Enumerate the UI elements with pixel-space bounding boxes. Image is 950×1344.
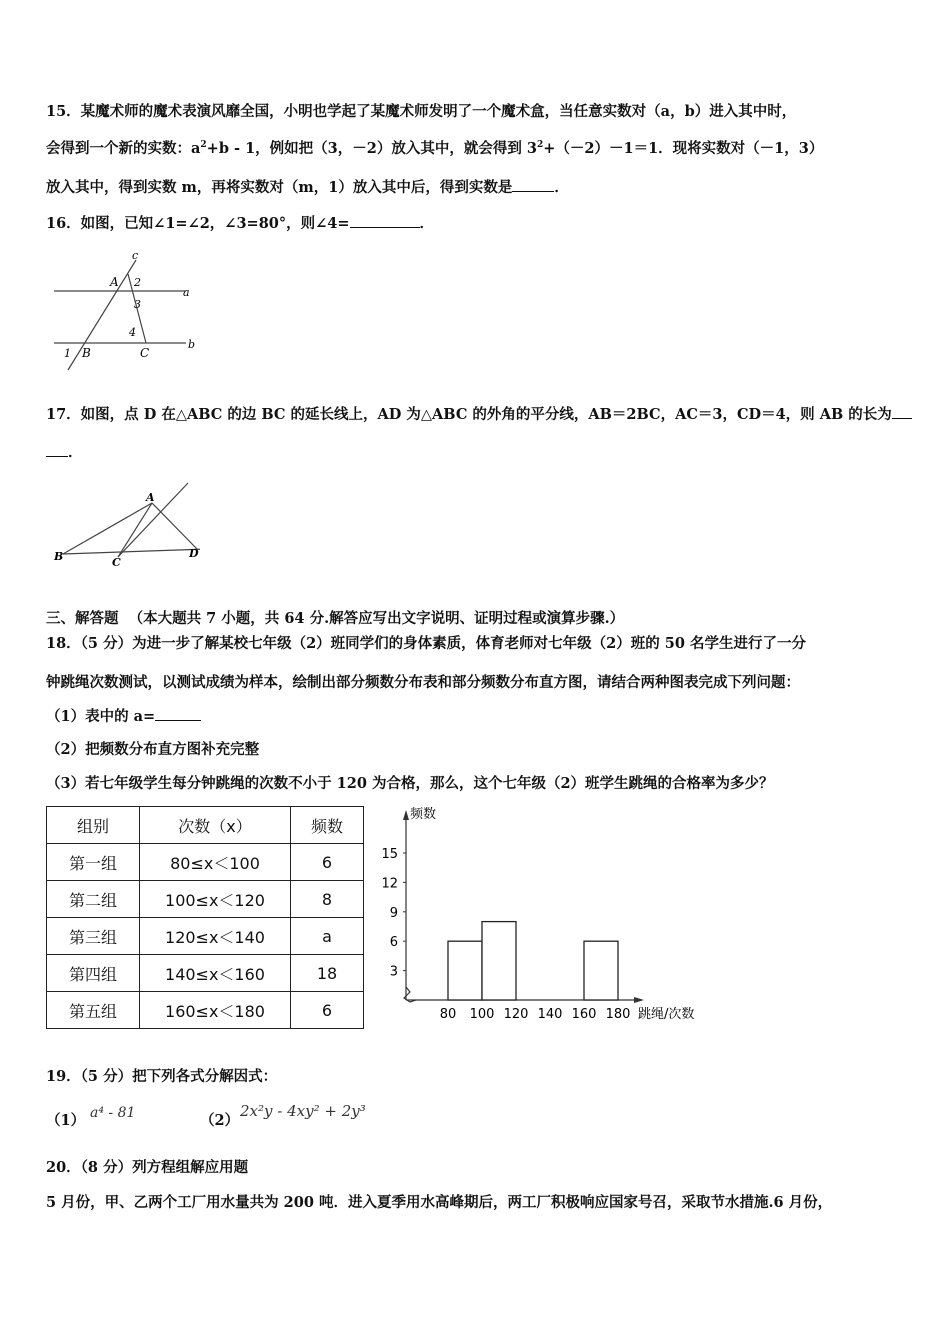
header-cell: 频数 — [291, 807, 364, 844]
answer-blank — [512, 177, 554, 192]
q19-expr2: 2x²y - 4xy² + 2y³ — [240, 1102, 366, 1120]
table-cell: 100≤x＜120 — [140, 881, 291, 918]
label-b: b — [188, 338, 196, 351]
label-A: A — [146, 491, 155, 504]
frequency-histogram — [370, 802, 720, 1028]
label-A: A — [110, 275, 119, 289]
q15-line3: 放入其中，得到实数 m，再将实数对（m，1）放入其中后，得到实数是 ． — [46, 179, 569, 196]
label-a: a — [183, 286, 190, 299]
y-axis-label: 频数 — [410, 807, 437, 822]
answer-blank — [46, 442, 68, 457]
table-cell: 140≤x＜160 — [140, 955, 291, 992]
label-2: 2 — [134, 276, 141, 289]
x-tick-label: 180 — [605, 1007, 631, 1022]
q15-line1: 15．某魔术师的魔术表演风靡全国，小明也学起了某魔术师发明了一个魔术盒，当任意实数对（a，b）进入其中时， — [46, 103, 797, 120]
header-cell: 次数（x） — [140, 807, 291, 844]
table-cell: 第二组 — [47, 881, 140, 918]
q16-text: 16．如图，已知∠1=∠2，∠3=80°，则∠4= ． — [46, 215, 435, 232]
x-tick-label: 140 — [537, 1007, 563, 1022]
histogram-bar — [482, 922, 516, 1000]
table-row — [47, 992, 364, 1029]
x-tick-label: 100 — [469, 1007, 495, 1022]
label-c: c — [132, 249, 139, 262]
q20-text: 5 月份，甲、乙两个工厂用水量共为 200 吨．进入夏季用水高峰期后，两工厂积极响应国家号召，采取节水措施.6 月份， — [46, 1194, 833, 1211]
table-row — [47, 918, 364, 955]
y-tick-label: 3 — [389, 964, 398, 980]
y-tick-label: 6 — [389, 935, 398, 951]
q19-part2-label: （2） — [200, 1112, 240, 1129]
q20-title: 20．（8 分）列方程组解应用题 — [46, 1159, 249, 1176]
y-tick-label: 15 — [381, 847, 398, 862]
x-axis-label: 跳绳/次数 — [638, 1007, 695, 1022]
table-row — [47, 881, 364, 918]
x-tick-label: 120 — [503, 1007, 529, 1022]
q18-line2: 钟跳绳次数测试，以测试成绩为样本，绘制出部分频数分布表和部分频数分布直方图，请结合两种图表完成下列问题： — [46, 674, 800, 691]
table-cell: 8 — [291, 881, 364, 918]
table-cell: 第四组 — [47, 955, 140, 992]
q18-sub1: （1）表中的 a= — [46, 706, 201, 727]
q15-line2: 会得到一个新的实数：$a^2+b - 1$，例如把（3，－2）放入其中，就会得到 $3^2+(-2)-1=1$．现将实数对（－1，3） — [46, 140, 824, 157]
table-cell: 第一组 — [47, 844, 140, 881]
q16-figure — [46, 246, 206, 376]
label-C: C — [140, 346, 150, 360]
section3-heading: 三、解答题 （本大题共 7 小题，共 64 分.解答应写出文字说明、证明过程或演算步骤.） — [46, 610, 625, 627]
label-D: D — [189, 547, 199, 560]
table-cell: 80≤x＜100 — [140, 844, 291, 881]
q17-text-cont: ． — [46, 442, 83, 463]
histogram-bar — [448, 941, 482, 1000]
label-B: B — [54, 550, 64, 563]
x-axis-arrow — [634, 997, 644, 1003]
table-cell: 18 — [291, 955, 364, 992]
answer-blank — [350, 213, 420, 228]
label-1: 1 — [64, 347, 71, 360]
x-tick-label: 80 — [439, 1007, 457, 1022]
q18-sub2: （2）把频数分布直方图补充完整 — [46, 741, 260, 758]
label-B: B — [82, 346, 91, 360]
q17-figure — [50, 478, 200, 573]
q17-text: 17．如图，点 D 在△ABC 的边 BC 的延长线上，AD 为△ABC 的外角的平分线，AB＝2BC，AC＝3，CD＝4，则 AB 的长为 — [46, 404, 912, 425]
label-C: C — [112, 556, 121, 569]
header-cell: 组别 — [47, 807, 140, 844]
table-cell: 120≤x＜140 — [140, 918, 291, 955]
table-header — [47, 807, 364, 844]
frequency-table — [46, 806, 364, 1029]
answer-blank — [892, 404, 912, 419]
y-tick-label: 9 — [389, 905, 398, 921]
histogram-bar — [584, 941, 618, 1000]
q19-expr1: a⁴ - 81 — [90, 1105, 136, 1121]
table-row — [47, 955, 364, 992]
q19-title: 19．（5 分）把下列各式分解因式： — [46, 1068, 278, 1085]
answer-blank — [155, 706, 201, 721]
table-cell: a — [291, 918, 364, 955]
table-row — [47, 844, 364, 881]
q18-sub3: （3）若七年级学生每分钟跳绳的次数不小于 120 为合格，那么，这个七年级（2）班学生跳绳的合格率为多少？ — [46, 775, 774, 792]
x-tick-label: 160 — [571, 1007, 597, 1022]
y-tick-label: 12 — [381, 876, 398, 892]
table-cell: 6 — [291, 844, 364, 881]
table-cell: 160≤x＜180 — [140, 992, 291, 1029]
table-cell: 第三组 — [47, 918, 140, 955]
table-cell: 6 — [291, 992, 364, 1029]
q19-part1-label: （1） — [46, 1112, 86, 1129]
label-3: 3 — [134, 298, 141, 311]
q18-line1: 18．（5 分）为进一步了解某校七年级（2）班同学们的身体素质，体育老师对七年级（2）班的 50 名学生进行了一分 — [46, 635, 807, 652]
label-4: 4 — [129, 326, 136, 339]
table-cell: 第五组 — [47, 992, 140, 1029]
y-axis-arrow — [403, 810, 409, 820]
